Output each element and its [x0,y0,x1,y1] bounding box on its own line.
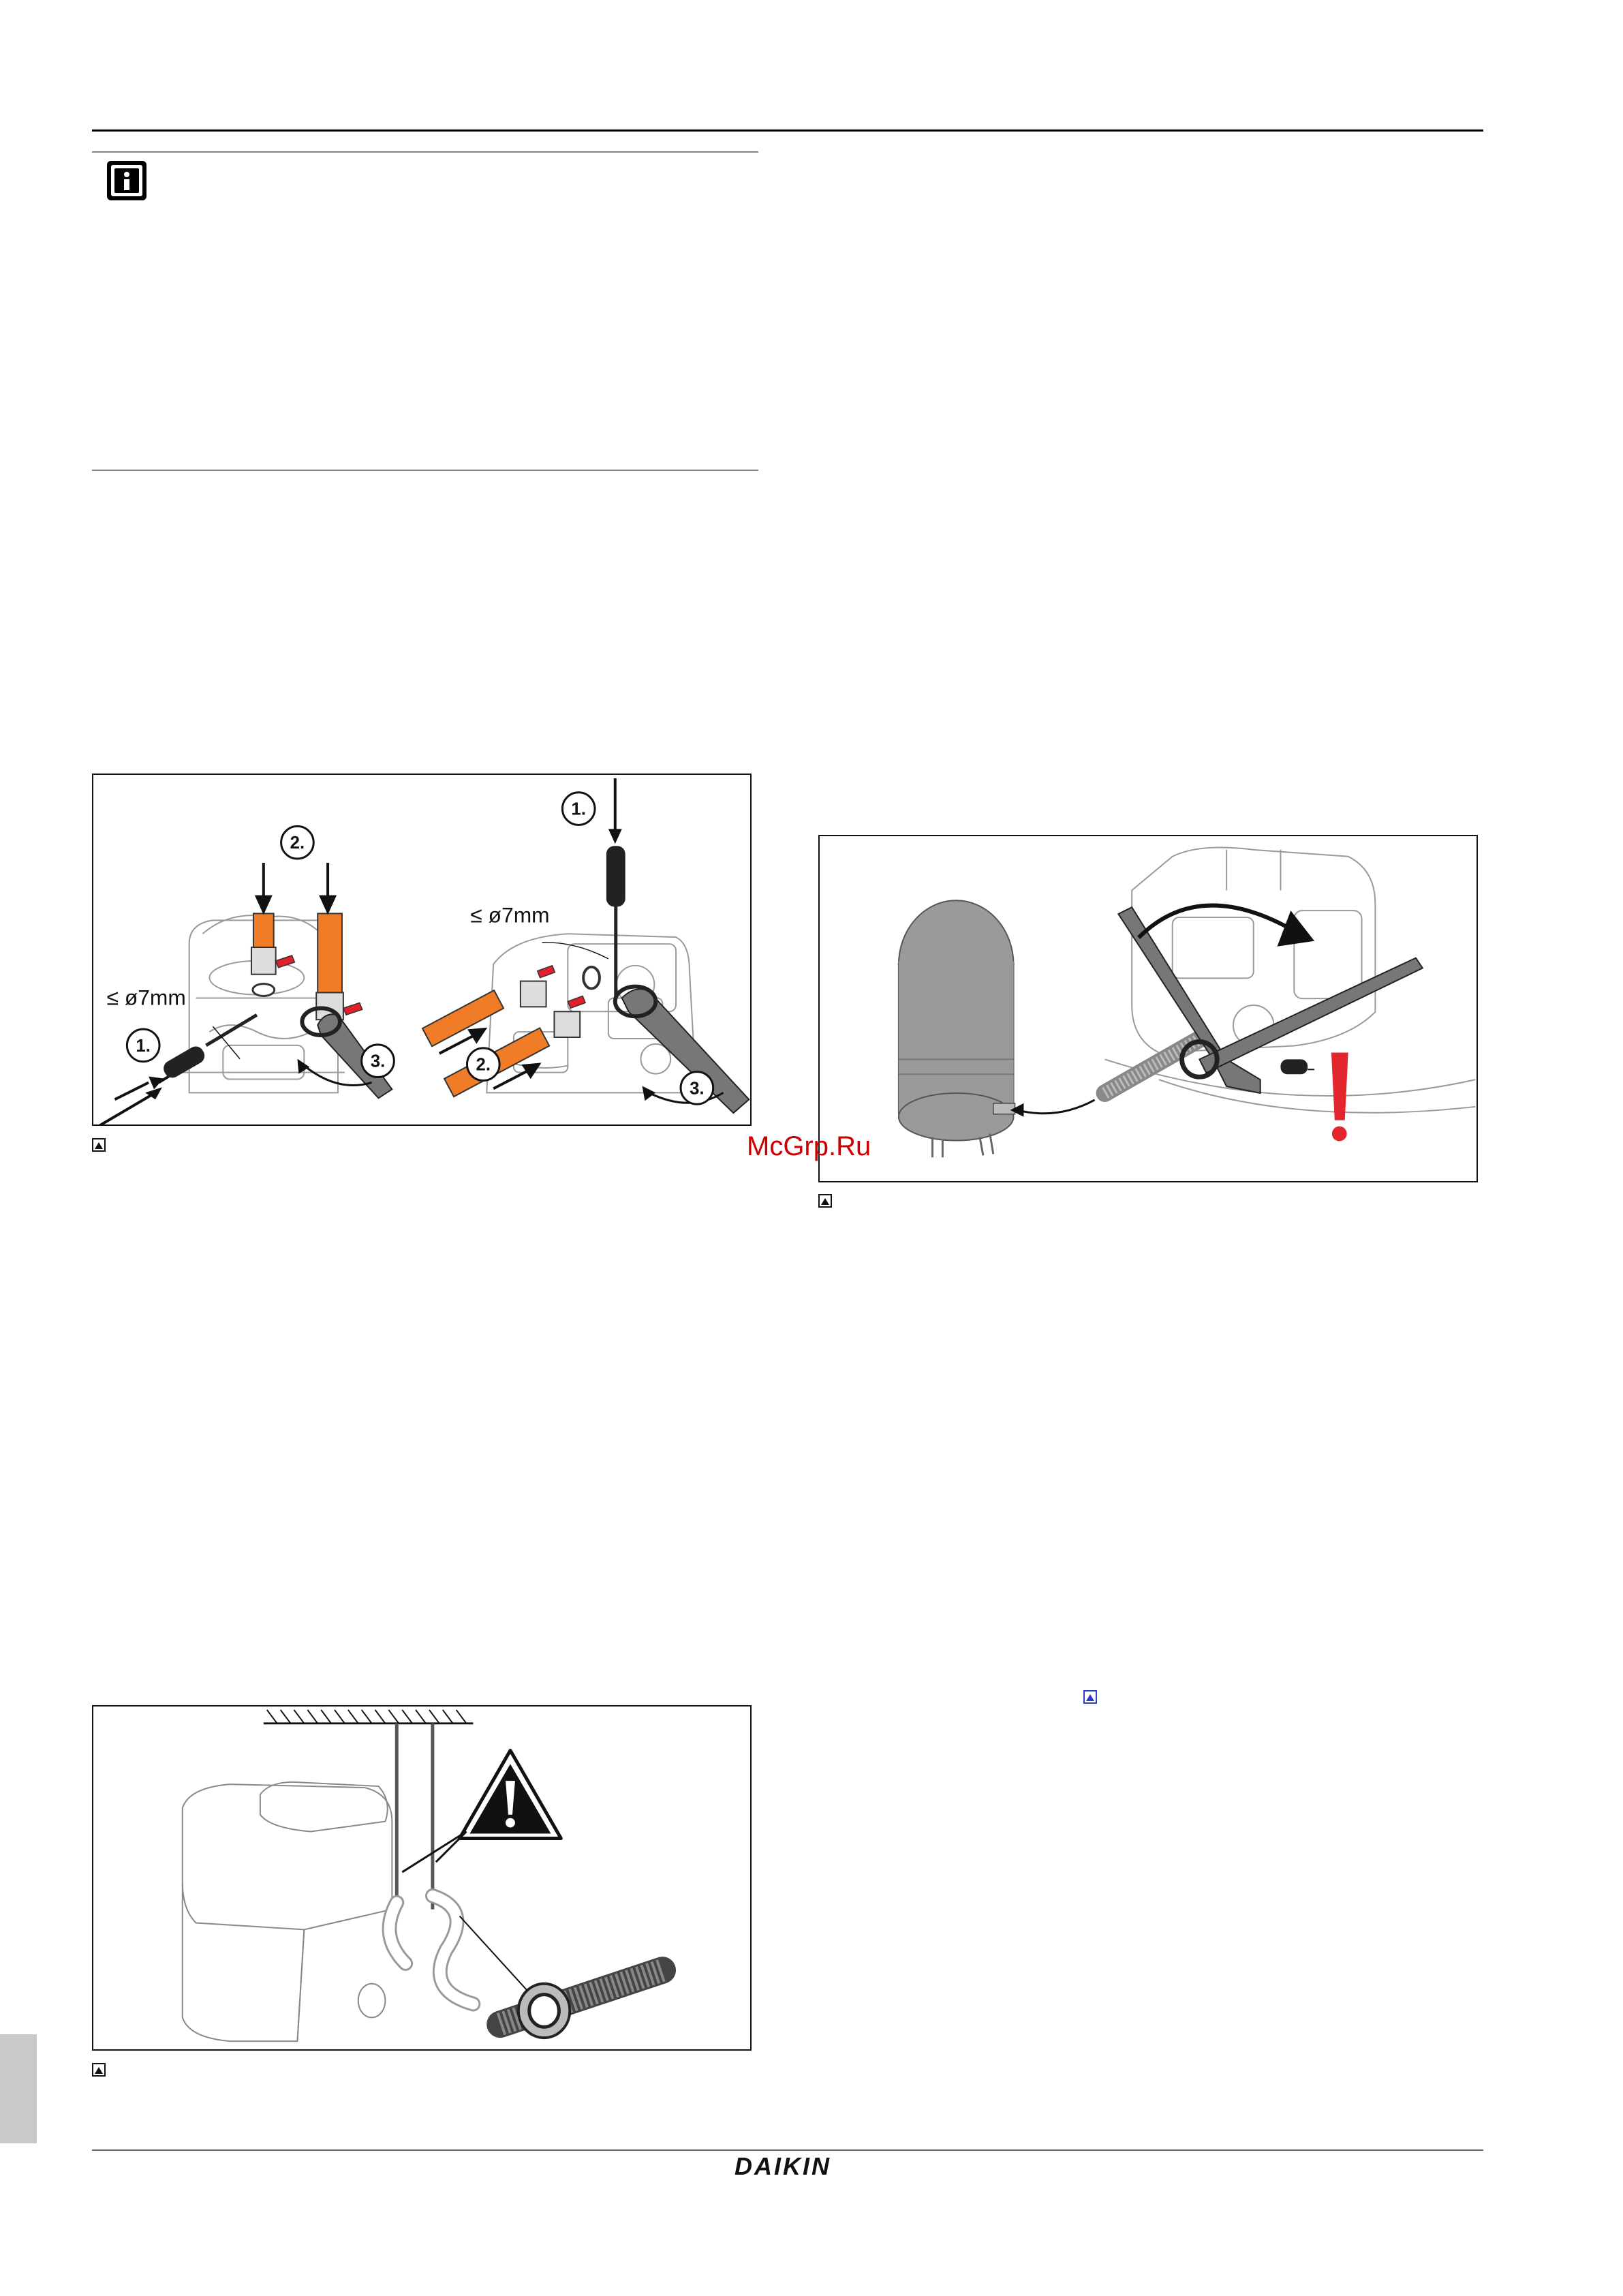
fig1-step1-label: 1. [136,1036,151,1056]
language-side-tab [0,2034,37,2143]
fig2-step2-label: 2. [476,1055,491,1075]
info-icon [106,159,148,202]
fig2-diameter-label: ≤ ø7mm [470,902,550,928]
flexible-hose-illustration [93,1706,750,2049]
expansion-vessel-illustration [820,836,1477,1181]
image-marker-icon [92,1138,106,1152]
info-note-box [92,151,758,472]
image-marker-icon-2 [818,1194,832,1208]
fig2-step3-label: 3. [690,1079,705,1099]
valve-installation-illustration [93,775,750,1124]
alert-mark: ! [1340,1124,1341,1127]
daikin-logo: DAIKIN [735,2152,831,2180]
watermark-text: McGrp.Ru [747,1131,871,1161]
fig1-diameter-label: ≤ ø7mm [106,985,186,1010]
figure-expansion-vessel [818,835,1478,1182]
fig1-step3-label: 3. [370,1052,386,1071]
header-rule [92,129,1483,132]
info-bottom-rule [92,470,758,471]
image-marker-icon-3 [92,2063,106,2077]
fig2-step1-label: 1. [571,799,586,819]
figure-flexible-hose [92,1705,752,2051]
info-top-rule [92,151,758,153]
footer-rule [92,2149,1483,2151]
figure-valve-installation [92,774,752,1126]
fig1-step2-label: 2. [290,833,305,853]
image-link-icon[interactable] [1083,1690,1097,1704]
